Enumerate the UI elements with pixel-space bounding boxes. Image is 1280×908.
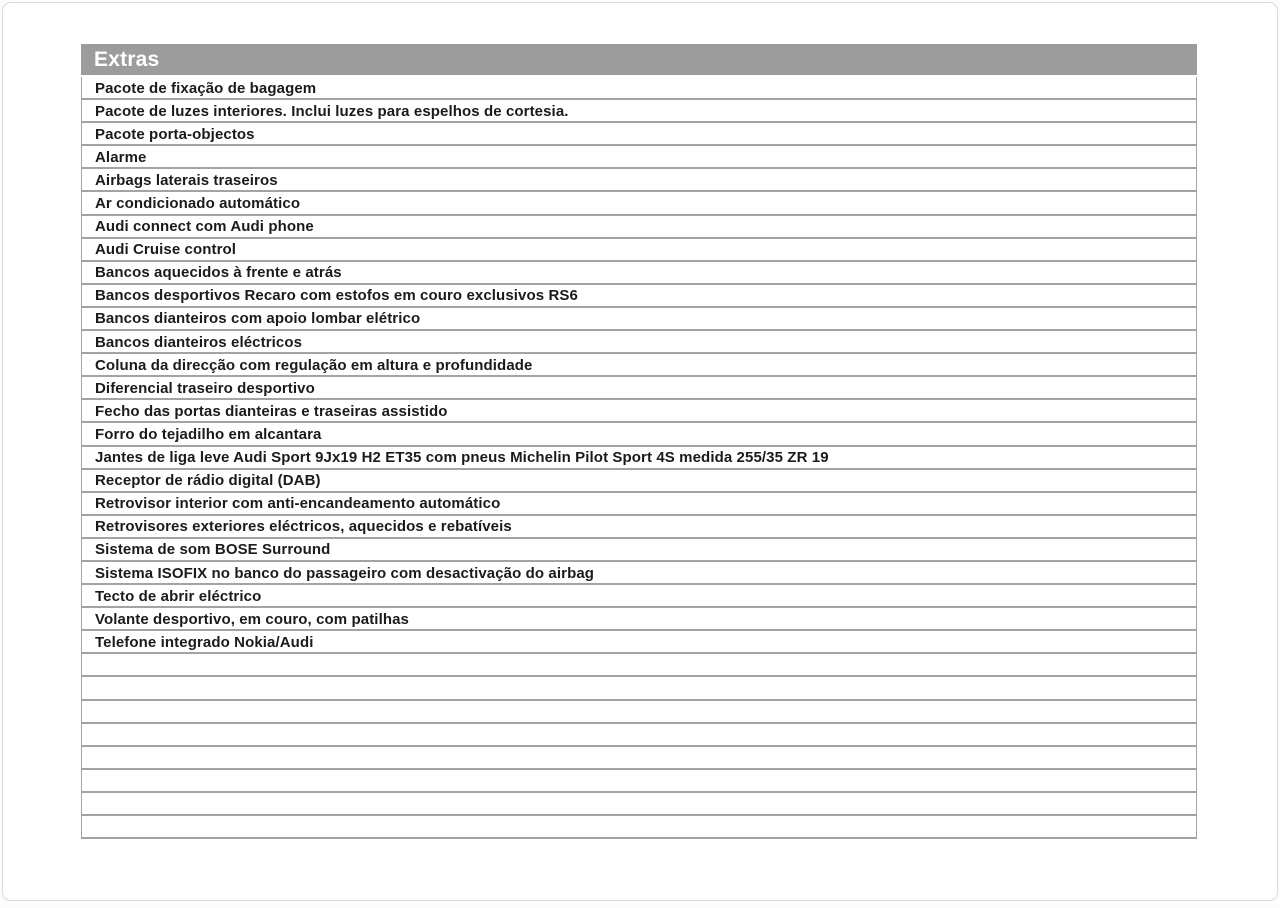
table-row [82,100,1196,123]
table-row-label: Alarme [95,148,147,166]
table-row-label: Forro do tejadilho em alcantara [95,425,322,443]
table-row-label: Audi connect com Audi phone [95,218,314,236]
table-row [82,146,1196,169]
table-row [82,308,1196,331]
table-row [82,423,1196,446]
table-row-empty [82,724,1196,747]
table-row [82,516,1196,539]
table-row [82,216,1196,239]
table-row-label: Retrovisor interior com anti-encandeamento automático [95,495,501,513]
table-row [82,285,1196,308]
table-row-label: Receptor de rádio digital (DAB) [95,472,321,490]
table-row-empty [82,701,1196,724]
table-row [82,447,1196,470]
table-row [82,585,1196,608]
table-row [82,493,1196,516]
table-row-label: Telefone integrado Nokia/Audi [95,633,314,651]
table-row-label: Bancos desportivos Recaro com estofos em couro exclusivos RS6 [95,287,578,305]
table-row-label: Ar condicionado automático [95,195,301,213]
table-row-label: Sistema ISOFIX no banco do passageiro com desactivação do airbag [95,564,595,582]
table-row [82,331,1196,354]
table-row [82,77,1196,100]
table-row-label: Bancos dianteiros com apoio lombar elétrico [95,310,421,328]
table-row-empty [82,677,1196,700]
table-row-label: Coluna da direcção com regulação em altura e profundidade [95,356,533,374]
table-row-empty [82,654,1196,677]
table-row [82,400,1196,423]
table-row [82,377,1196,400]
table-row [82,192,1196,215]
table-row [82,608,1196,631]
table-row [82,562,1196,585]
table-row-label: Pacote de fixação de bagagem [95,79,317,97]
table-row [82,123,1196,146]
table-row [82,539,1196,562]
table-row [82,262,1196,285]
table-row-label: Volante desportivo, em couro, com patilhas [95,610,409,628]
table-row-label: Fecho das portas dianteiras e traseiras assistido [95,402,448,420]
table-row-label: Jantes de liga leve Audi Sport 9Jx19 H2 ET35 com pneus Michelin Pilot Sport 4S medida 255/35 ZR 19 [95,449,829,467]
table-row-label: Pacote de luzes interiores. Inclui luzes para espelhos de cortesia. [95,102,569,120]
extras-table [81,44,1197,839]
table-row-empty [82,816,1196,839]
table-row-empty [82,770,1196,793]
table-rows [81,77,1197,839]
table-row-empty [82,747,1196,770]
table-row-label: Audi Cruise control [95,241,237,259]
table-row-label: Airbags laterais traseiros [95,171,278,189]
table-row [82,169,1196,192]
page-card [2,2,1278,901]
table-row [82,470,1196,493]
table-row-label: Tecto de abrir eléctrico [95,587,262,605]
table-row [82,354,1196,377]
table-row-label: Bancos aquecidos à frente e atrás [95,264,342,282]
table-row-empty [82,793,1196,816]
table-header: Extras [81,44,1197,75]
table-row-label: Bancos dianteiros eléctricos [95,333,303,351]
table-row [82,239,1196,262]
table-row-label: Retrovisores exteriores eléctricos, aquecidos e rebatíveis [95,518,512,536]
table-row-label: Sistema de som BOSE Surround [95,541,331,559]
table-row [82,631,1196,654]
table-row-label: Pacote porta-objectos [95,125,255,143]
table-row-label: Diferencial traseiro desportivo [95,379,315,397]
